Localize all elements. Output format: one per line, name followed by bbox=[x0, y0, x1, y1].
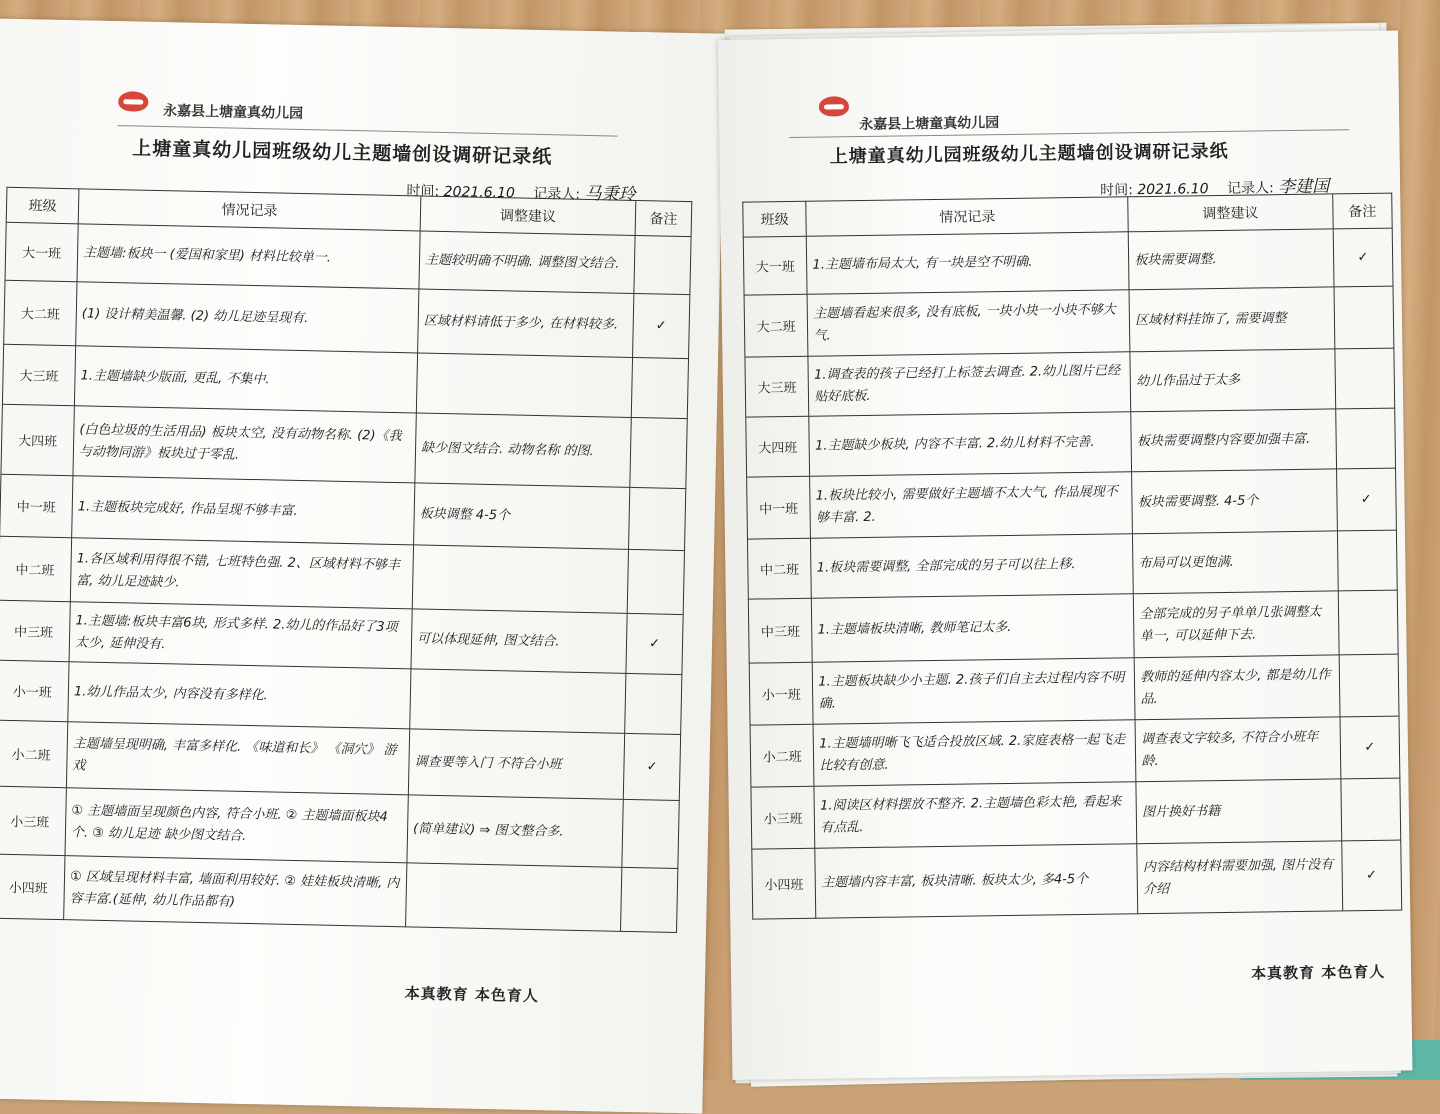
advice-cell bbox=[406, 863, 622, 931]
record-cell: 1.主题板块完成好, 作品呈现不够丰富. bbox=[72, 476, 415, 545]
remark-check-cell bbox=[1341, 778, 1401, 841]
recorder-label: 记录人: bbox=[1226, 180, 1274, 197]
advice-cell: 布局可以更饱满. bbox=[1133, 531, 1338, 594]
kindergarten-name: 永嘉县上塘童真幼儿园 bbox=[859, 115, 1000, 134]
kindergarten-name: 永嘉县上塘童真幼儿园 bbox=[162, 103, 304, 122]
record-cell: ① 区域呈现材料丰富, 墙面利用较好. ② 娃娃板块清晰, 内容丰富.(延伸, 幼儿作品都有) bbox=[64, 856, 407, 927]
record-cell: 1.主题板块缺少小主题. 2.孩子们自主去过程内容不明确. bbox=[813, 658, 1136, 724]
table-row bbox=[747, 468, 1397, 539]
record-cell: 主题墙内容丰富, 板块清晰. 板块太少, 多4-5个 bbox=[815, 844, 1138, 918]
record-cell: 1.板块比较小, 需要做好主题墙不太大气, 作品展现不够丰富. 2. bbox=[810, 472, 1133, 538]
class-cell: 小四班 bbox=[752, 848, 816, 919]
advice-cell: 可以体现延伸, 图文结合. bbox=[411, 609, 627, 673]
record-sheet-left bbox=[0, 18, 725, 1114]
record-cell: 1.阅读区材料摆放不整齐. 2.主题墙色彩太艳, 看起来有点乱. bbox=[814, 782, 1137, 848]
remark-check-cell bbox=[1335, 348, 1395, 409]
remark-check-cell bbox=[621, 867, 678, 932]
record-cell: 主题墙:板块一 (爱国和家里) 材料比较单一. bbox=[77, 224, 420, 289]
class-cell: 大四班 bbox=[746, 416, 810, 477]
advice-cell bbox=[410, 669, 626, 733]
table-row bbox=[0, 854, 678, 932]
class-cell: 中二班 bbox=[0, 536, 72, 601]
record-cell: 1.主题墙板块清晰, 教师笔记太多. bbox=[812, 594, 1135, 662]
time-value: 2021.6.10 bbox=[443, 183, 516, 202]
class-cell: 大四班 bbox=[1, 404, 74, 475]
remark-check-cell: ✓ bbox=[1341, 840, 1401, 911]
class-cell: 中三班 bbox=[748, 598, 812, 663]
table-row bbox=[752, 840, 1402, 919]
advice-cell: 区域材料请低于多少, 在材料较多. bbox=[418, 289, 634, 357]
advice-cell: 板块调整 4-5个 bbox=[414, 483, 630, 549]
time-label: 时间: bbox=[406, 183, 440, 200]
advice-cell: 调查表文字较多, 不符合小班年龄. bbox=[1135, 717, 1340, 782]
record-cell: 1.主题缺少板块, 内容不丰富. 2.幼儿材料不完善. bbox=[809, 412, 1132, 476]
advice-cell: 板块需要调整. 4-5个 bbox=[1132, 469, 1337, 534]
class-cell: 小三班 bbox=[751, 786, 815, 849]
advice-cell: 板块需要调整内容要加强丰富. bbox=[1131, 409, 1336, 472]
class-cell: 小一班 bbox=[0, 660, 69, 721]
time-label: 时间: bbox=[1100, 182, 1133, 199]
header-remark: 备注 bbox=[1332, 193, 1392, 229]
advice-cell: 主题较明确不明确. 调整图文结合. bbox=[419, 231, 635, 293]
class-cell: 中一班 bbox=[0, 474, 73, 537]
class-cell: 中三班 bbox=[0, 600, 70, 661]
advice-cell: 调查要等入门 不符合小班 bbox=[408, 729, 624, 799]
class-cell: 小三班 bbox=[0, 786, 66, 855]
record-cell: 1.各区域利用得很不错, 七班特色强. 2、区域材料不够丰富, 幼儿足迹缺少. bbox=[70, 538, 413, 609]
table-row bbox=[748, 590, 1398, 663]
record-table bbox=[742, 193, 1402, 920]
table-row bbox=[749, 654, 1399, 725]
remark-check-cell: ✓ bbox=[623, 733, 680, 800]
remark-check-cell: ✓ bbox=[1333, 228, 1393, 287]
table-row bbox=[744, 286, 1394, 357]
remark-check-cell: ✓ bbox=[626, 613, 683, 674]
remark-check-cell bbox=[1339, 654, 1399, 717]
class-cell: 大一班 bbox=[743, 236, 807, 295]
record-cell: ① 主题墙面呈现颜色内容, 符合小班. ② 主题墙面板块4个. ③ 幼儿足迹 缺少图文结合. bbox=[65, 788, 408, 863]
class-cell: 小二班 bbox=[0, 720, 68, 787]
remark-check-cell: ✓ bbox=[1336, 468, 1396, 531]
record-cell: 1.调查表的孩子已经打上标签去调查. 2.幼儿图片已经贴好底板. bbox=[808, 352, 1131, 416]
sheet-title: 上塘童真幼儿园班级幼儿主题墙创设调研记录纸 bbox=[132, 137, 553, 169]
class-cell: 大三班 bbox=[2, 344, 75, 405]
remark-check-cell bbox=[625, 673, 682, 734]
record-cell: 1.主题墙明晰飞飞适合投放区域. 2.家庭表格一起飞走比较有创意. bbox=[813, 720, 1136, 786]
class-cell: 大三班 bbox=[745, 356, 809, 417]
record-sheet-right bbox=[718, 31, 1412, 1080]
class-cell: 大二班 bbox=[744, 294, 808, 357]
advice-cell: 缺少图文结合. 动物名称 的图. bbox=[415, 413, 631, 487]
class-cell: 大一班 bbox=[5, 222, 78, 281]
remark-check-cell bbox=[631, 357, 688, 418]
sheet-title: 上塘童真幼儿园班级幼儿主题墙创设调研记录纸 bbox=[829, 140, 1229, 168]
table-row bbox=[747, 530, 1397, 599]
record-cell: 1.板块需要调整, 全部完成的另子可以往上移. bbox=[811, 534, 1134, 598]
advice-cell bbox=[416, 353, 632, 417]
footer-slogan: 本真教育 本色育人 bbox=[404, 984, 540, 1006]
record-table bbox=[0, 187, 692, 933]
class-cell: 小二班 bbox=[750, 724, 814, 787]
record-cell: 1.幼儿作品太少, 内容没有多样化. bbox=[68, 662, 411, 729]
kindergarten-logo-icon bbox=[118, 91, 148, 112]
advice-cell: 区域材料挂饰了, 需要调整 bbox=[1129, 287, 1334, 352]
record-cell: 主题墙呈现明确, 丰富多样化. 《味道和长》 《洞穴》 游戏 bbox=[66, 722, 409, 795]
advice-cell: 全部完成的另子单单几张调整太单一, 可以延伸下去. bbox=[1134, 591, 1339, 658]
header-class: 班级 bbox=[6, 187, 79, 224]
record-cell: 1.主题墙缺少版面, 更乱, 不集中. bbox=[74, 346, 417, 413]
table-row bbox=[743, 228, 1393, 295]
remark-check-cell bbox=[630, 417, 687, 488]
remark-check-cell bbox=[1335, 408, 1395, 469]
class-cell: 大二班 bbox=[4, 280, 77, 345]
advice-cell: 幼儿作品过于太多 bbox=[1130, 349, 1335, 412]
class-cell: 小一班 bbox=[749, 662, 813, 725]
recorder-value: 李建国 bbox=[1278, 176, 1330, 198]
remark-check-cell bbox=[627, 549, 684, 614]
record-cell: 主题墙看起来很多, 没有底板, 一块小块一小块不够大气. bbox=[807, 290, 1130, 356]
remark-check-cell bbox=[634, 235, 691, 294]
header-remark: 备注 bbox=[635, 200, 692, 236]
advice-cell: (简单建议) ⇒ 图文整合多. bbox=[407, 795, 623, 867]
remark-check-cell bbox=[622, 799, 679, 868]
table-row bbox=[751, 778, 1401, 849]
recorder-label: 记录人: bbox=[533, 185, 581, 203]
header-class: 班级 bbox=[743, 201, 807, 237]
header-advice: 调整建议 bbox=[420, 196, 636, 235]
class-cell: 中二班 bbox=[747, 538, 811, 599]
record-cell: (1) 设计精美温馨. (2) 幼儿足迹呈现有. bbox=[76, 282, 419, 353]
advice-cell: 内容结构材料需要加强, 图片没有介绍 bbox=[1137, 841, 1342, 914]
class-cell: 小四班 bbox=[0, 854, 65, 919]
remark-check-cell: ✓ bbox=[633, 293, 690, 358]
remark-check-cell: ✓ bbox=[1340, 716, 1400, 779]
time-value: 2021.6.10 bbox=[1137, 181, 1209, 199]
footer-slogan: 本真教育 本色育人 bbox=[1250, 962, 1386, 983]
recorder-value: 马秉玲 bbox=[584, 183, 636, 205]
remark-check-cell bbox=[1337, 530, 1397, 591]
class-cell: 中一班 bbox=[747, 476, 811, 539]
advice-cell bbox=[412, 545, 628, 613]
remark-check-cell bbox=[1334, 286, 1394, 349]
advice-cell: 教师的延伸内容太少, 都是幼儿作品. bbox=[1134, 655, 1339, 720]
remark-check-cell bbox=[629, 487, 686, 550]
table-row bbox=[746, 408, 1396, 477]
advice-cell: 图片换好书籍 bbox=[1136, 779, 1341, 844]
header-advice: 调整建议 bbox=[1128, 194, 1333, 232]
header-record: 情况记录 bbox=[78, 189, 421, 231]
table-row bbox=[745, 348, 1395, 417]
header-record: 情况记录 bbox=[806, 197, 1128, 236]
table-row bbox=[750, 716, 1400, 787]
kindergarten-logo-icon bbox=[819, 96, 849, 116]
record-cell: (白色垃圾的生活用品) 板块太空, 没有动物名称. (2)《我与动物同游》板块过于零乱. bbox=[73, 406, 416, 483]
remark-check-cell bbox=[1338, 590, 1398, 655]
advice-cell: 板块需要调整. bbox=[1129, 229, 1334, 290]
record-cell: 1.主题墙:板块丰富6块, 形式多样. 2.幼儿的作品好了3项太少, 延伸没有. bbox=[69, 602, 412, 669]
record-cell: 1.主题墙布局太大, 有一块是空不明确. bbox=[807, 232, 1130, 294]
